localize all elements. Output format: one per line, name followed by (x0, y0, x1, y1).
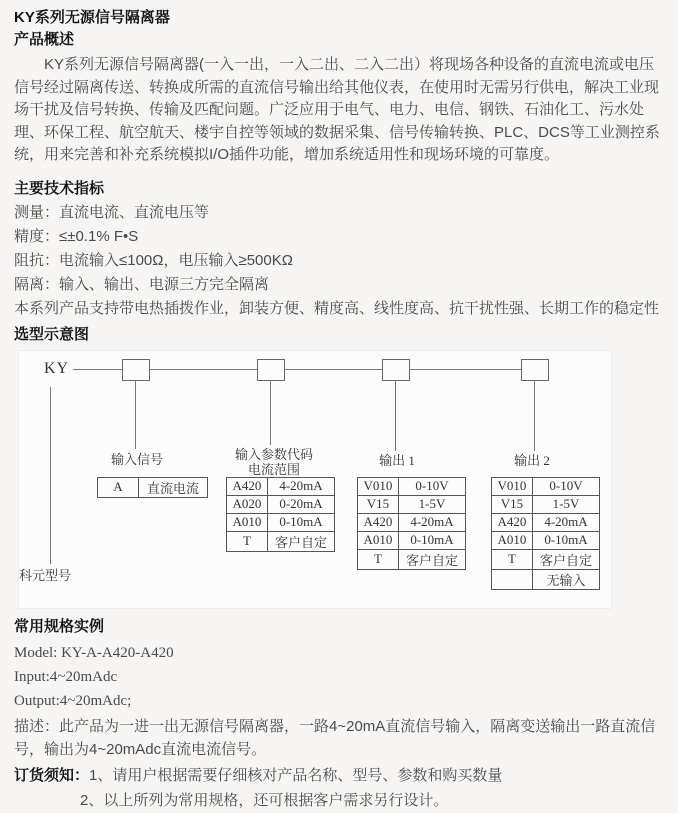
table-row (492, 531, 600, 549)
table-row (492, 477, 600, 495)
table-cell-value: 客户自定 (533, 549, 600, 569)
table-cell-code: V010 (358, 477, 399, 495)
model-slot-box-1 (122, 359, 150, 381)
table-row (358, 549, 466, 569)
table-cell-value: 客户自定 (399, 549, 466, 569)
table-cell-code: A (98, 477, 139, 497)
connector-line (284, 369, 382, 370)
table-cell-code: T (492, 549, 533, 569)
table-cell-value: 4-20mA (533, 513, 600, 531)
table-row (492, 495, 600, 513)
spec-line-isolation: 隔离：输入、输出、电源三方完全隔离 (14, 275, 270, 293)
spec-line-impedance: 阻抗：电流输入≤100Ω，电压输入≥500KΩ (14, 251, 293, 269)
slot-label-input-signal: 输入信号 (110, 451, 163, 467)
table-cell-code: A020 (227, 495, 268, 513)
selection-diagram-panel (18, 350, 612, 609)
example-output-line: Output:4~20mAdc; (14, 692, 132, 709)
model-slot-box-4 (521, 359, 549, 381)
section-heading-selection: 选型示意图 (14, 325, 90, 343)
table-row (492, 569, 600, 589)
table-row (98, 477, 208, 497)
output2-table (491, 477, 600, 590)
connector-line (409, 369, 521, 370)
example-description: 描述：此产品为一进一出无源信号隔离器，一路4~20mA直流信号输入，隔离变送输出一路直流信号，输出为4~20mAdc直流电流信号。 (14, 717, 656, 758)
table-cell-value: 4-20mA (399, 513, 466, 531)
slot-label-input-param-line2: 电流范围 (247, 461, 300, 477)
table-row (227, 531, 335, 551)
specs-list (14, 201, 660, 321)
table-row (492, 513, 600, 531)
table-row (227, 477, 335, 495)
table-cell-code: A420 (492, 513, 533, 531)
table-cell-value: 0-10V (399, 477, 466, 495)
connector-line (149, 369, 257, 370)
root-model-label: 科元型号 (19, 567, 72, 583)
table-cell-value: 1-5V (399, 495, 466, 513)
page-title: KY系列无源信号隔离器 (14, 9, 170, 26)
slot-label-input-param (222, 447, 326, 477)
table-cell-value: 直流电流 (139, 477, 208, 497)
table-cell-code: T (227, 531, 268, 551)
spec-line-accuracy: 精度：≤±0.1% F•S (14, 227, 139, 245)
table-cell-code: A010 (227, 513, 268, 531)
table-cell-code: A010 (358, 531, 399, 549)
ordering-notes (14, 763, 660, 813)
table-cell-code: A420 (358, 513, 399, 531)
section-heading-overview: 产品概述 (14, 31, 75, 48)
table-cell-value: 0-10V (533, 477, 600, 495)
connector-line-root (50, 387, 51, 564)
table-cell-code: V15 (358, 495, 399, 513)
table-row (358, 531, 466, 549)
table-row (358, 477, 466, 495)
model-slot-box-3 (382, 359, 410, 381)
table-row (227, 495, 335, 513)
table-cell-code: A010 (492, 531, 533, 549)
section-heading-example: 常用规格实例 (14, 617, 105, 635)
spec-line-measure: 测量：直流电流、直流电压等 (14, 203, 210, 221)
table-cell-value: 无输入 (533, 569, 600, 589)
table-cell-code: V010 (492, 477, 533, 495)
input-signal-table (97, 477, 208, 498)
example-block (14, 641, 660, 713)
overview-paragraph: KY系列无源信号隔离器(一入一出，一入二出、二入二出）将现场各种设备的直流电流或电压信号经过隔离传送、转换成所需的直流信号输出给其他仪表，在使用时无需另行供电，解决工业现场干扰及信号转换、传输及匹配问题。广泛应用于电气、电力、电信、钢铁、石油化工、污水处理、环保工程、航空航天、楼宇自控等领域的数据采集、信号传输转换、PLC、DCS等工业测控系统，用来完善和补充系统模拟I/O插件功能，增加系统适用性和现场环境的可靠度。 (14, 56, 660, 163)
ordering-notes-label: 订货须知： (14, 766, 90, 784)
example-input-line: Input:4~20mAdc (14, 668, 118, 685)
model-prefix-label: KY (44, 359, 70, 377)
table-cell-value: 0-10mA (399, 531, 466, 549)
table-cell-code: A420 (227, 477, 268, 495)
spec-line-features: 本系列产品支持带电热插拨作业，卸装方便、精度高、线性度高、抗干扰性强、长期工作的稳定性 (14, 299, 660, 317)
table-cell-value: 客户自定 (268, 531, 335, 551)
table-cell-value: 0-10mA (268, 513, 335, 531)
table-cell-value: 4-20mA (268, 477, 335, 495)
table-row (358, 513, 466, 531)
slot-label-output2: 输出 2 (514, 452, 550, 468)
connector-line (270, 380, 271, 445)
connector-line (395, 380, 396, 451)
table-row (358, 495, 466, 513)
connector-line (73, 369, 122, 370)
connector-line (135, 380, 136, 449)
table-cell-code: T (358, 549, 399, 569)
ordering-note-2: 2、以上所列为常用规格，还可根据客户需求另行设计。 (80, 791, 449, 809)
table-cell-value: 0-10mA (533, 531, 600, 549)
table-cell-code: V15 (492, 495, 533, 513)
table-row (227, 513, 335, 531)
table-cell-code (492, 569, 533, 589)
table-cell-value: 0-20mA (268, 495, 335, 513)
model-slot-box-2 (257, 359, 285, 381)
section-heading-specs: 主要技术指标 (14, 179, 105, 197)
slot-label-input-param-line1: 输入参数代码 (234, 446, 313, 462)
ordering-note-1: 1、请用户根据需要仔细核对产品名称、型号、参数和购买数量 (89, 766, 503, 784)
table-row (492, 549, 600, 569)
connector-line (534, 380, 535, 451)
output1-table (357, 477, 466, 570)
input-param-table (226, 477, 335, 552)
slot-label-output1: 输出 1 (379, 452, 415, 468)
example-model-line: Model: KY-A-A420-A420 (14, 644, 174, 661)
table-cell-value: 1-5V (533, 495, 600, 513)
